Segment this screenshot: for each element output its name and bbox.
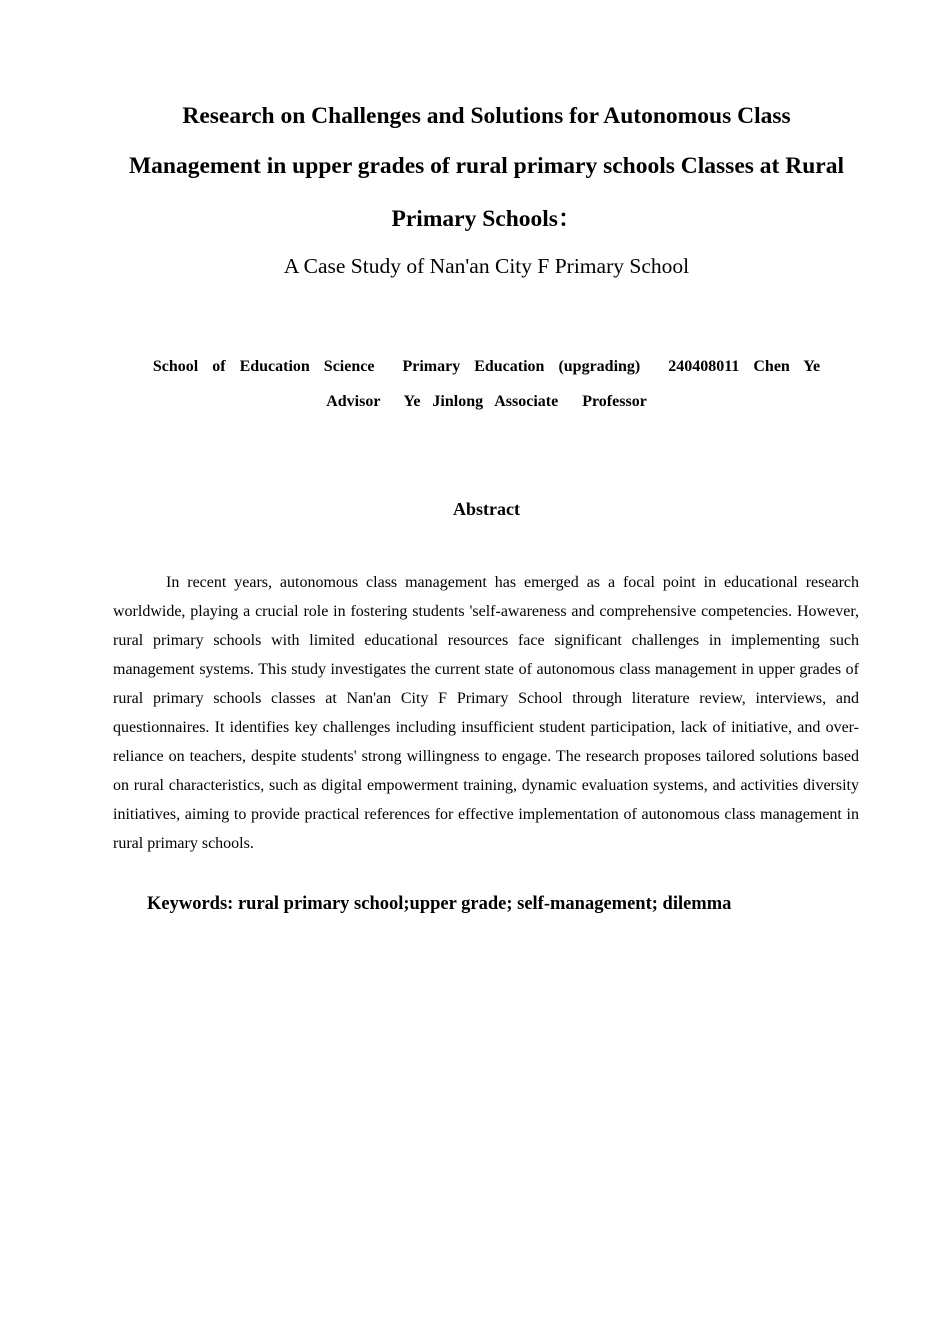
author-affiliation: School of Education Science Primary Education (upgrading) 240408011 Chen Ye <box>152 358 821 375</box>
advisor-line: Advisor Ye Jinlong Associate Professor <box>326 393 647 410</box>
paper-title-line-2: Management in upper grades of rural primary schools Classes at Rural <box>129 153 844 179</box>
paper-subtitle: A Case Study of Nan'an City F Primary School <box>283 254 690 278</box>
keywords: Keywords: rural primary school;upper grade; self-management; dilemma <box>147 894 732 914</box>
abstract-heading: Abstract <box>453 499 520 519</box>
paper-title-line-1: Research on Challenges and Solutions for Autonomous Class <box>182 103 791 129</box>
paper-title-line-3: Primary Schools： <box>391 206 582 232</box>
abstract-body: In recent years, autonomous class management has emerged as a focal point in educational research worldwide, playing a crucial role in fostering students 'self-awareness and comprehensive competencies. However, rural primary schools with limited educational resources face significant challenges in implementing such management systems. This study investigates the current state of autonomous class management in upper grades of rural primary schools classes at Nan'an City F Primary School through literature review, interviews, and questionnaires. It identifies key challenges including insufficient student participation, lack of initiative, and over-reliance on teachers, despite students' strong willingness to engage. The research proposes tailored solutions based on rural characteristics, such as digital empowerment training, dynamic evaluation systems, and activities diversity initiatives, aiming to provide practical references for effective implementation of autonomous class management in rural primary schools. <box>113 574 859 852</box>
